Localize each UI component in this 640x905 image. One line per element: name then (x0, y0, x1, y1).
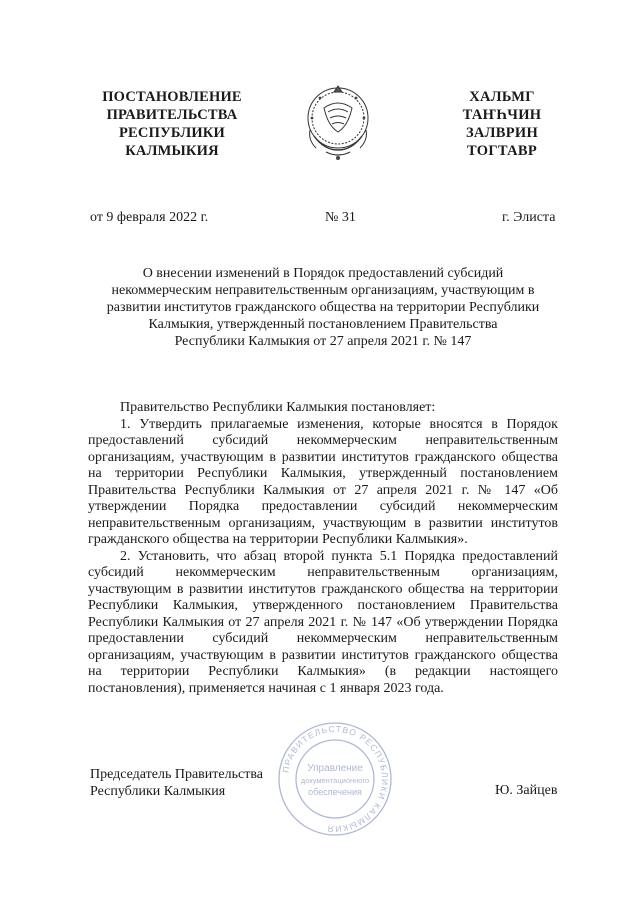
header-line: ТОГТАВР (466, 143, 538, 159)
stamp-line: Управление (307, 763, 363, 774)
header-line: ПОСТАНОВЛЕНИЕ (102, 89, 242, 105)
title-line: Калмыкия, утвержденный постановлением Правительства (148, 317, 498, 332)
signatory-title (90, 766, 263, 800)
signatory-line: Председатель Правительства (90, 767, 263, 782)
document-city: г. Элиста (502, 210, 556, 225)
header-line: КАЛМЫКИЯ (125, 143, 219, 159)
stamp-outer-text: ПРАВИТЕЛЬСТВО РЕСПУБЛИКИ КАЛМЫКИЯ (280, 723, 391, 835)
header-kalmyk-title (452, 88, 552, 160)
title-line: некоммерческим неправительственным организациям, участвующим в (111, 283, 535, 298)
header-russian-title (92, 88, 252, 160)
title-line: Республики Калмыкия от 27 апреля 2021 г. № 147 (174, 334, 472, 349)
signatory-line: Республики Калмыкия (90, 784, 226, 799)
header-line: ХАЛЬМГ (469, 89, 535, 105)
office-stamp (276, 720, 394, 838)
signatory-name: Ю. Зайцев (495, 783, 558, 798)
header-line: РЕСПУБЛИКИ (118, 125, 226, 141)
document-title (88, 265, 558, 350)
stamp-line: документационного (300, 776, 370, 785)
header-line: ЗАЛВРИН (465, 125, 539, 141)
title-line: развитии институтов гражданского общества на территории Республики (106, 300, 540, 315)
stamp-line: обеспечения (308, 787, 362, 797)
coat-of-arms-icon (300, 78, 376, 164)
body-item-1: 1. Утвердить прилагаемые изменения, которые вносятся в Порядок предоставлений субсидий некоммерческим неправительственным организациям, участвующим в развитии институтов гражданского общества на территории Республики Калмыкия, утвержденный постановлением Правительства Республики Калмыкия от 27 апреля 2021 г. № 147 «Об утверждении Порядка предоставлении субсидий некоммерческим неправительственным организациям, участвующим в развитии институтов гражданского общества на территории Республики Калмыкия». (88, 416, 558, 547)
header-line: ПРАВИТЕЛЬСТВА (106, 107, 238, 123)
document-number: № 31 (325, 210, 356, 225)
document-body (88, 400, 558, 697)
header-line: ТАҤҺЧИН (462, 107, 542, 123)
document-date: от 9 февраля 2022 г. (90, 210, 209, 225)
body-intro: Правительство Республики Калмыкия постановляет: (120, 400, 436, 415)
body-item-2: 2. Установить, что абзац второй пункта 5.1 Порядка предоставлений субсидий некоммерческим неправительственным организациям, участвующим в развитии институтов гражданского общества на территории Республики Калмыкия, утвержденного постановлением Правительства Республики Калмыкия от 27 апреля 2021 г. № 147 «Об утверждении Порядка предоставлении субсидий некоммерческим неправительственным организациям, участвующим в развитии институтов гражданского общества на территории Республики Калмыкия» (в редакции настоящего постановления), применяется начиная с 1 января 2023 года. (88, 548, 558, 696)
title-line: О внесении изменений в Порядок предоставлений субсидий (142, 266, 504, 281)
